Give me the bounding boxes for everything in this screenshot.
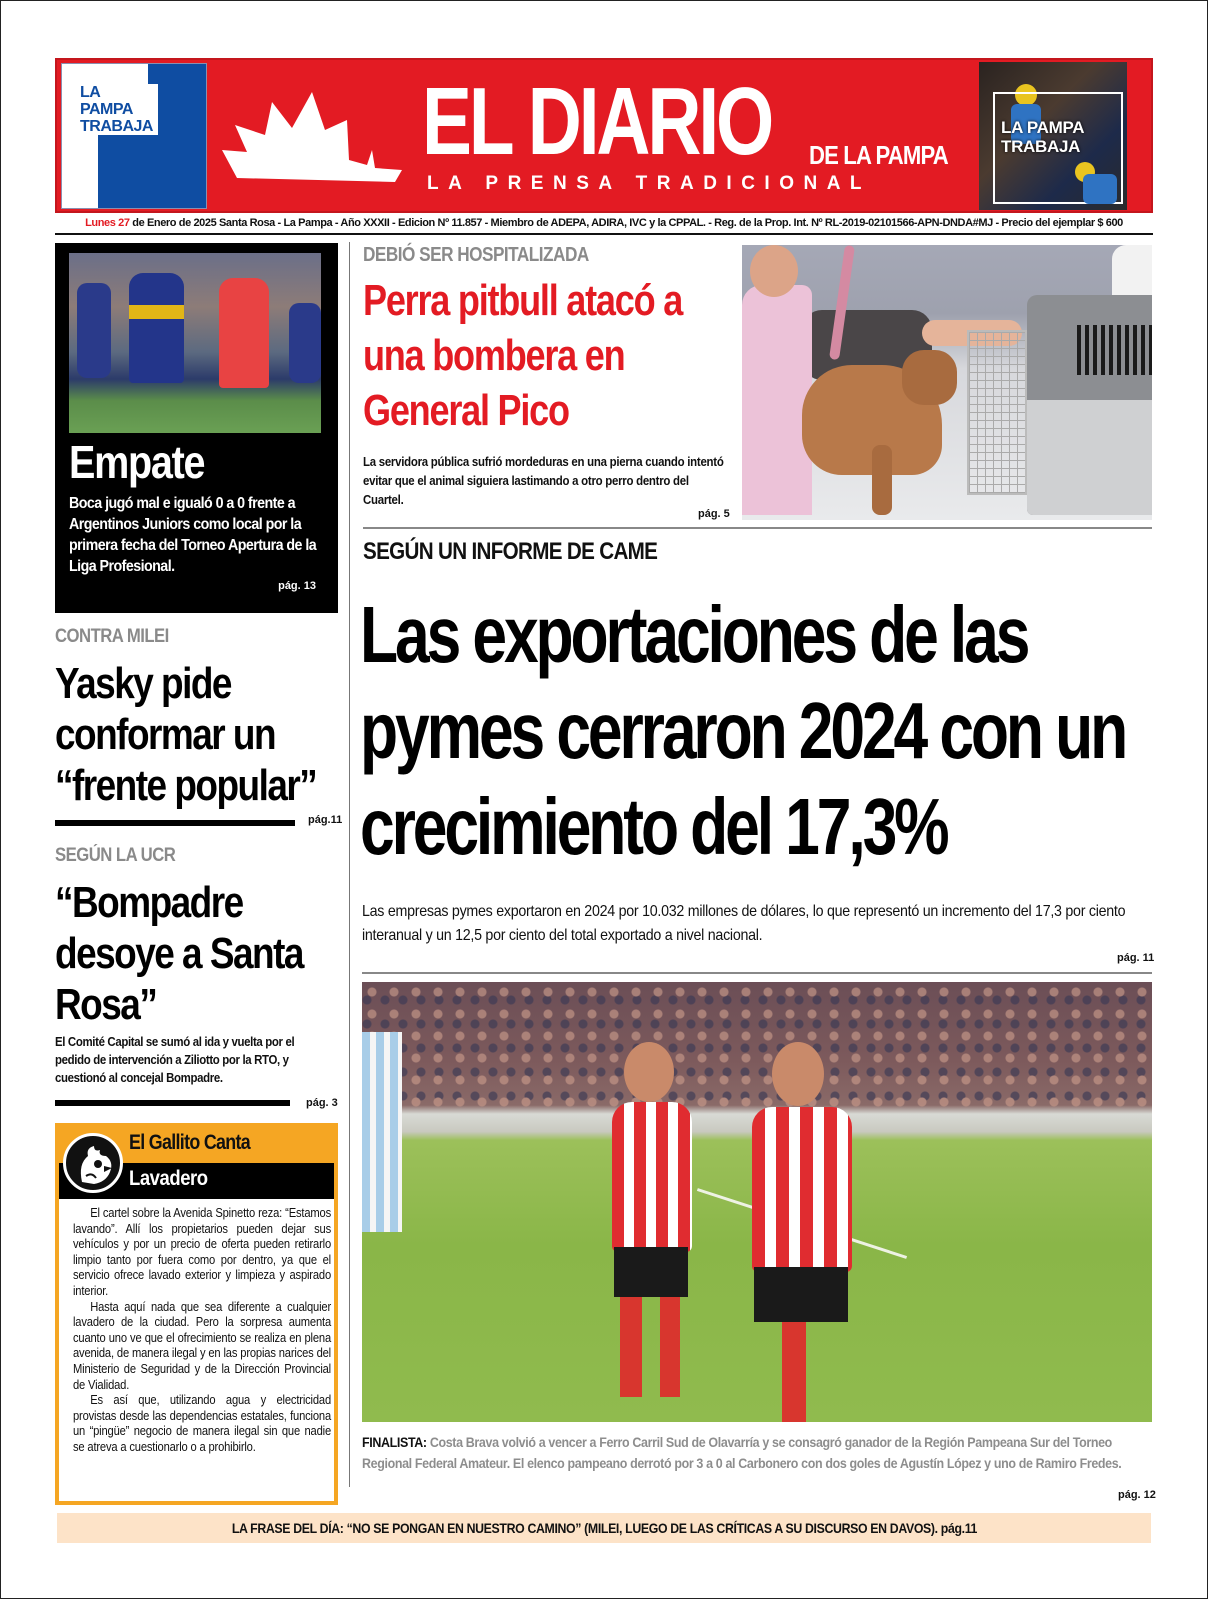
player (129, 273, 184, 383)
page-reference: pág.11 (308, 814, 343, 826)
player (289, 303, 321, 383)
player-stripe (129, 305, 184, 319)
person-head (750, 245, 798, 297)
edition-day: Lunes 27 (85, 217, 130, 229)
rooster-icon (63, 1133, 123, 1193)
main-story-headline[interactable]: Las exportaciones de las pymes cerraron 2024 con un crecimiento del 17,3% (360, 590, 1126, 871)
section-separator (363, 527, 1152, 529)
page-reference: pág. 5 (698, 508, 730, 520)
story-kicker: DEBIÓ SER HOSPITALIZADA (363, 244, 589, 266)
story-summary: La servidora pública sufrió mordeduras en una pierna cuando intentó evitar que el animal siguiera lastimando a otro perro dentro del Cuartel. (363, 454, 724, 507)
player-jersey (752, 1107, 852, 1272)
ad-right-text: LA PAMPA TRABAJA (1001, 118, 1084, 156)
crate-door (967, 330, 1027, 495)
story-headline-bompadre[interactable]: “Bompadre desoye a Santa Rosa” (55, 878, 303, 1029)
photo-caption (362, 1432, 1145, 1473)
pet-crate-base (1027, 400, 1152, 515)
crate-vent (1077, 325, 1152, 375)
ad-left-text: LA PAMPA TRABAJA (78, 84, 158, 135)
column-divider (349, 242, 350, 1487)
newspaper-tagline: LA PRENSA TRADICIONAL (427, 173, 872, 194)
main-story-kicker: SEGÚN UN INFORME DE CAME (363, 538, 658, 565)
ad-la-pampa-trabaja-right[interactable] (979, 62, 1127, 210)
pitbull-photo (742, 245, 1152, 520)
newspaper-title: EL DIARIO (422, 68, 772, 175)
divider-rule (55, 1100, 290, 1106)
crowd (362, 982, 1152, 1112)
story-kicker: CONTRA MILEI (55, 626, 169, 647)
page-reference: pág. 3 (306, 1097, 338, 1109)
newspaper-title-suffix: DE LA PAMPA (809, 140, 948, 170)
frase-del-dia-text: LA FRASE DEL DÍA: “NO SE PONGAN EN NUESTRO CAMINO” (MILEI, LUEGO DE LAS CRÍTICAS A SU DISCURSO EN DAVOS). pág.11 (231, 1520, 977, 1536)
page-reference: pág. 12 (1118, 1489, 1156, 1501)
column-paragraph: Es así que, utilizando agua y electricidad provistas desde las dependencias estatales, funciona un “pingüe” negocio de manera ilegal sin que nadie se atreva a cuestionarlo o a prohibirlo. (73, 1392, 331, 1454)
costa-brava-celebration-photo[interactable] (362, 982, 1152, 1422)
player-jersey (612, 1102, 692, 1252)
player (219, 278, 269, 388)
edition-info-bar (55, 213, 1153, 235)
column-body (73, 1205, 331, 1455)
column-paragraph: Hasta aquí nada que sea diferente a cualquier lavadero de la ciudad. Pero la sorpresa aumenta cuanto uno ve que el ofrecimiento se realiza en plena avenida, de manera ilegal y en las propias narices del Ministerio de Seguridad y de la Dirección Provincial de Vialidad. (73, 1298, 331, 1392)
caption-lead: FINALISTA: (362, 1434, 427, 1450)
story-headline-yasky[interactable]: Yasky pide conformar un “frente popular” (55, 659, 317, 810)
worker-body (1083, 174, 1117, 204)
column-el-gallito-canta[interactable] (55, 1123, 338, 1505)
caption-text: Costa Brava volvió a vencer a Ferro Carril Sud de Olavarría y se consagró ganador de la Región Pampeana Sur del Torneo Regional Federal Amateur. El elenco pampeano derrotó por 3 a 0 al Carbonero con dos goles de Agustín López y uno de Ramiro Fredes. (362, 1434, 1122, 1471)
dog-leg (872, 445, 892, 515)
frase-del-dia-bar[interactable] (57, 1513, 1151, 1543)
edition-details: de Enero de 2025 Santa Rosa - La Pampa - Año XXXII - Edicion Nº 11.857 - Miembro de ADEPA, ADIRA, IVC y la CPPAL. - Reg. de la Prop. Int. Nº RL-2019-02101566-APN-DNDA#MJ - Precio del ejemplar $ 600 (129, 217, 1123, 229)
page-reference: pág. 13 (278, 580, 316, 592)
section-separator (362, 972, 1152, 974)
player (77, 283, 111, 378)
vehicle (1112, 245, 1152, 295)
player-shorts (754, 1267, 848, 1322)
story-headline: Empate (69, 436, 205, 488)
column-section-title: El Gallito Canta (129, 1131, 251, 1154)
player-legs (782, 1322, 806, 1422)
player-legs (620, 1297, 680, 1397)
main-story-summary: Las empresas pymes exportaron en 2024 por 10.032 millones de dólares, lo que representó un incremento del 17,3 por ciento interanual y un 12,5 por ciento del total exportado a nivel nacional. (362, 903, 1126, 944)
column-paragraph: El cartel sobre la Avenida Spinetto reza: “Estamos lavando”. Allí los propietarios pueden dejar sus vehículos y por un precio de oferta pueden retirarlo limpio tanto por fuera como por dentro, ya que el servicio ofrece lavado exterior y limpieza y aspirado interior. (73, 1205, 331, 1298)
football-photo-boca (69, 253, 321, 433)
dog-head (902, 350, 957, 405)
player-shorts (614, 1247, 688, 1297)
opponent-player (362, 1032, 402, 1232)
ad-la-pampa-trabaja-left[interactable] (61, 63, 207, 209)
page-reference: pág. 11 (1117, 952, 1155, 964)
player-head (624, 1042, 674, 1102)
story-summary: El Comité Capital se sumó al ida y vuelta por el pedido de intervención a Ziliotto por la RTO, y cuestionó al concejal Bompadre. (55, 1034, 295, 1085)
ad-shape (80, 134, 98, 208)
divider-rule (55, 820, 295, 826)
story-kicker: SEGÚN LA UCR (55, 845, 176, 866)
story-summary: Boca jugó mal e igualó 0 a 0 frente a Argentinos Juniors como local por la primera fecha del Torneo Apertura de la Liga Profesional. (69, 495, 317, 575)
story-empate[interactable] (55, 243, 338, 613)
sun-logo-icon (217, 90, 407, 185)
player-head (772, 1042, 824, 1106)
story-headline-pitbull[interactable]: Perra pitbull atacó a una bombera en General Pico (363, 276, 683, 435)
masthead (55, 58, 1153, 213)
column-title: Lavadero (129, 1167, 208, 1190)
person (742, 285, 812, 515)
